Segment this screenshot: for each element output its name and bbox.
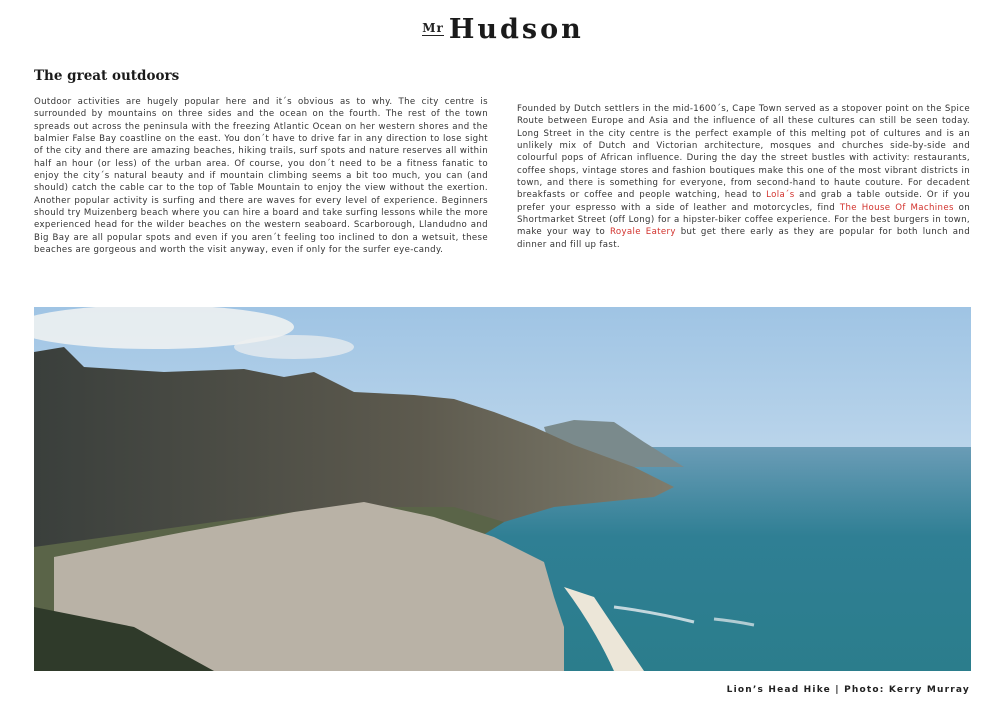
article-title: The great outdoors bbox=[34, 68, 180, 84]
logo-prefix: Mr bbox=[422, 21, 444, 35]
text: Founded by Dutch settlers in the mid-1600´s, Cape Town served as a stopover point on the Spice Route between Europe and Asia and the influence of all these cultures can still be seen today. Long Street in the city centre is the perfect example of this melting pot of cultures and is an unlikely mix of Dutch and Victorian architecture, mosques and churches side-by-side and colourful pops of African influence. During the day the street bustles with activity: restaurants, coffee shops, vintage stores and fashion boutiques make this one of the most vibrant districts in town, and there is something for everyone, from second-hand to haute couture. For decadent breakfasts or coffee and people watching, head to bbox=[517, 104, 970, 201]
photo-caption: Lion’s Head Hike | Photo: Kerry Murray bbox=[726, 685, 970, 695]
coastline-mountains-image bbox=[34, 307, 971, 671]
link-royale-eatery[interactable]: Royale Eatery bbox=[609, 227, 676, 238]
text: on Shortmarket Street (off Long) for a hipster-biker coffee experience. For the best burgers in town, make your way to bbox=[517, 202, 970, 238]
link-house-of-machines[interactable]: The House Of Machines bbox=[839, 202, 954, 213]
link-lolas[interactable]: Lola´s bbox=[766, 190, 795, 201]
landscape-photo bbox=[34, 307, 971, 671]
logo-name: Hudson bbox=[448, 14, 584, 45]
site-logo[interactable] bbox=[0, 14, 1006, 45]
text: and grab a table outside. Or if you prefer your espresso with a side of leather and motorcycles, find bbox=[517, 190, 970, 213]
text: but get there early as they are popular for both lunch and dinner and fill up fast. bbox=[517, 227, 970, 250]
right-paragraph bbox=[517, 103, 970, 251]
left-paragraph: Outdoor activities are hugely popular here and it´s obvious as to why. The city centre is surrounded by mountains on three sides and the ocean on the fourth. The rest of the town spreads out across the peninsula with the freezing Atlantic Ocean on her western shores and the balmier False Bay coastline on the east. You don´t have to drive far in any direction to lose sight of the city and there are amazing beaches, hiking trails, surf spots and nature reserves all within half an hour (or less) of the urban area. Of course, you don´t need to be a fitness fanatic to enjoy the city´s natural beauty and if mountain climbing seems a bit too much, you can (and should) catch the cable car to the top of Table Mountain to enjoy the view without the exertion. Another popular activity is surfing and there are waves for every level of experience. Beginners should try Muizenberg beach where you can hire a board and take surfing lessons while the more experienced head for the wilder beaches on the western seaboard. Scarborough, Llandudno and Big Bay are all popular spots and even if you aren´t feeling too inclined to don a wetsuit, these beaches are gorgeous and worth the visit anyway, even if only for the surfer eye-candy. bbox=[34, 97, 488, 256]
